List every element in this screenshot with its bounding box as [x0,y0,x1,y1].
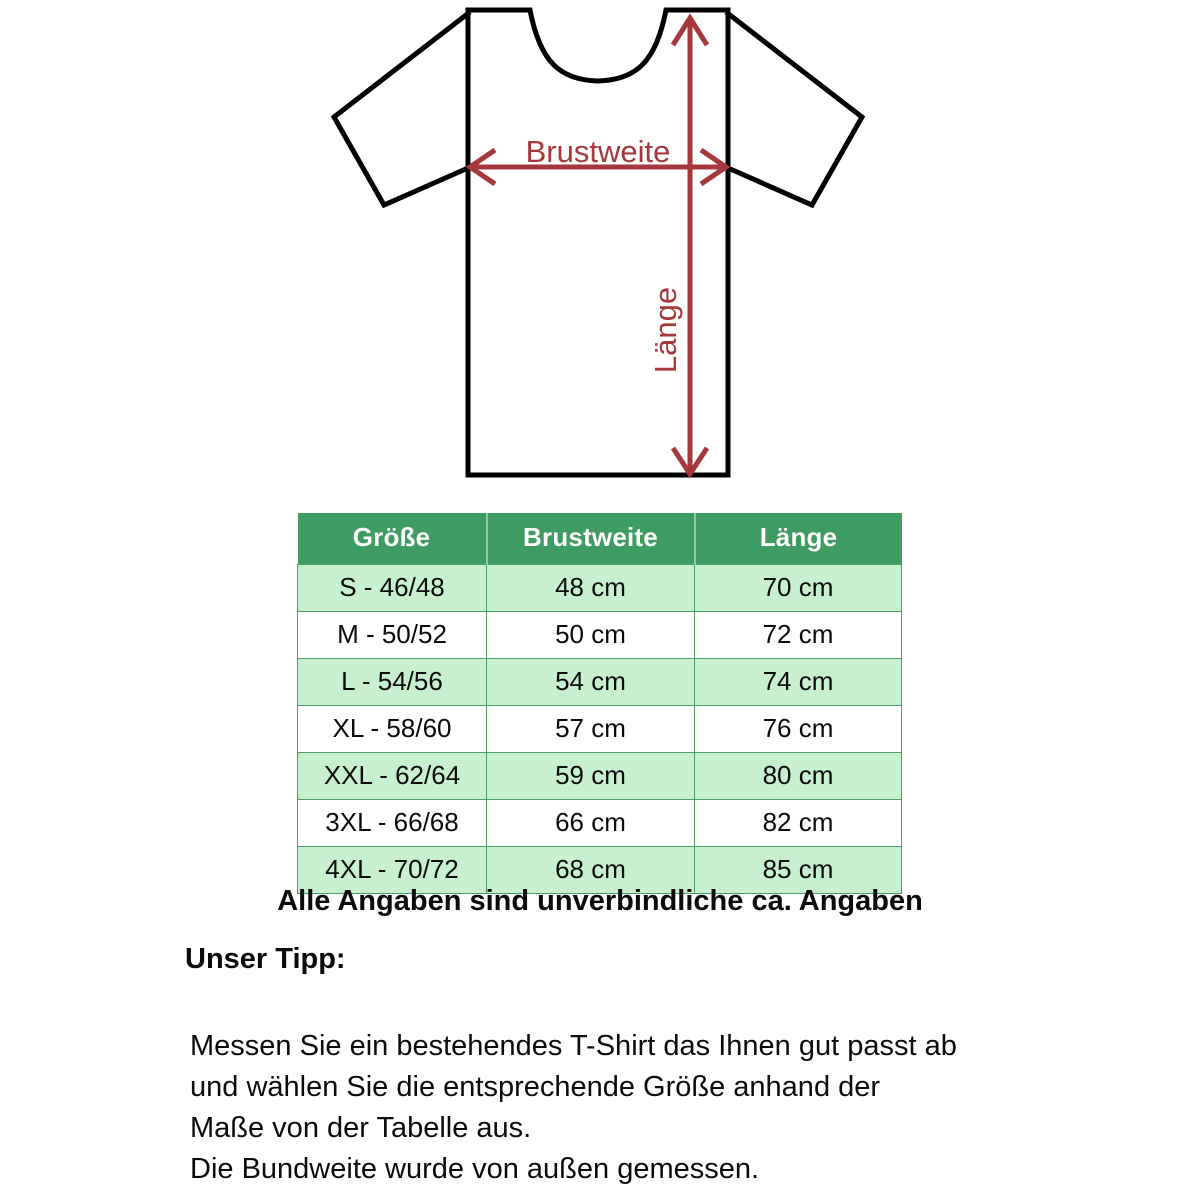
chest-measure-label: Brustweite [525,134,671,169]
table-row [298,659,902,706]
cell-size: XL - 58/60 [298,706,487,753]
tip-body [190,1026,1090,1190]
cell-length: 72 cm [695,612,902,659]
cell-length: 70 cm [695,565,902,612]
cell-chest: 50 cm [487,612,695,659]
cell-length: 74 cm [695,659,902,706]
column-header-chest: Brustweite [487,513,695,565]
cell-size: 4XL - 70/72 [298,847,487,894]
size-table [297,513,902,894]
cell-chest: 59 cm [487,753,695,800]
cell-length: 85 cm [695,847,902,894]
cell-chest: 54 cm [487,659,695,706]
cell-chest: 48 cm [487,565,695,612]
table-row [298,753,902,800]
length-measure-label: Länge [648,286,683,374]
cell-chest: 66 cm [487,800,695,847]
left-sleeve [334,12,470,205]
cell-size: L - 54/56 [298,659,487,706]
column-header-size: Größe [298,513,487,565]
tshirt-outline [334,10,862,475]
right-sleeve [726,12,862,205]
tip-line-1: Messen Sie ein bestehendes T-Shirt das Ihnen gut passt ab [190,1030,957,1062]
column-header-length: Länge [695,513,902,565]
size-table-body [298,565,902,894]
cell-length: 76 cm [695,706,902,753]
table-row [298,565,902,612]
tip-line-3: Maße von der Tabelle aus. [190,1112,532,1144]
length-measure-annotation [648,18,707,474]
table-row [298,706,902,753]
cell-chest: 57 cm [487,706,695,753]
tip-line-4: Die Bundweite wurde von außen gemessen. [190,1153,760,1185]
cell-size: M - 50/52 [298,612,487,659]
cell-size: 3XL - 66/68 [298,800,487,847]
cell-length: 80 cm [695,753,902,800]
tip-line-2: und wählen Sie die entsprechende Größe anhand der [190,1071,881,1103]
table-header-row [298,513,902,565]
shirt-outline-svg [0,0,1200,500]
size-table-container [297,513,901,894]
approximate-measurements-notice: Alle Angaben sind unverbindliche ca. Angaben [277,885,923,917]
table-row [298,612,902,659]
tip-heading: Unser Tipp: [185,943,346,975]
cell-size: S - 46/48 [298,565,487,612]
size-table-header [298,513,902,565]
cell-size: XXL - 62/64 [298,753,487,800]
table-row [298,800,902,847]
shirt-measurement-diagram [0,0,1200,500]
cell-length: 82 cm [695,800,902,847]
cell-chest: 68 cm [487,847,695,894]
